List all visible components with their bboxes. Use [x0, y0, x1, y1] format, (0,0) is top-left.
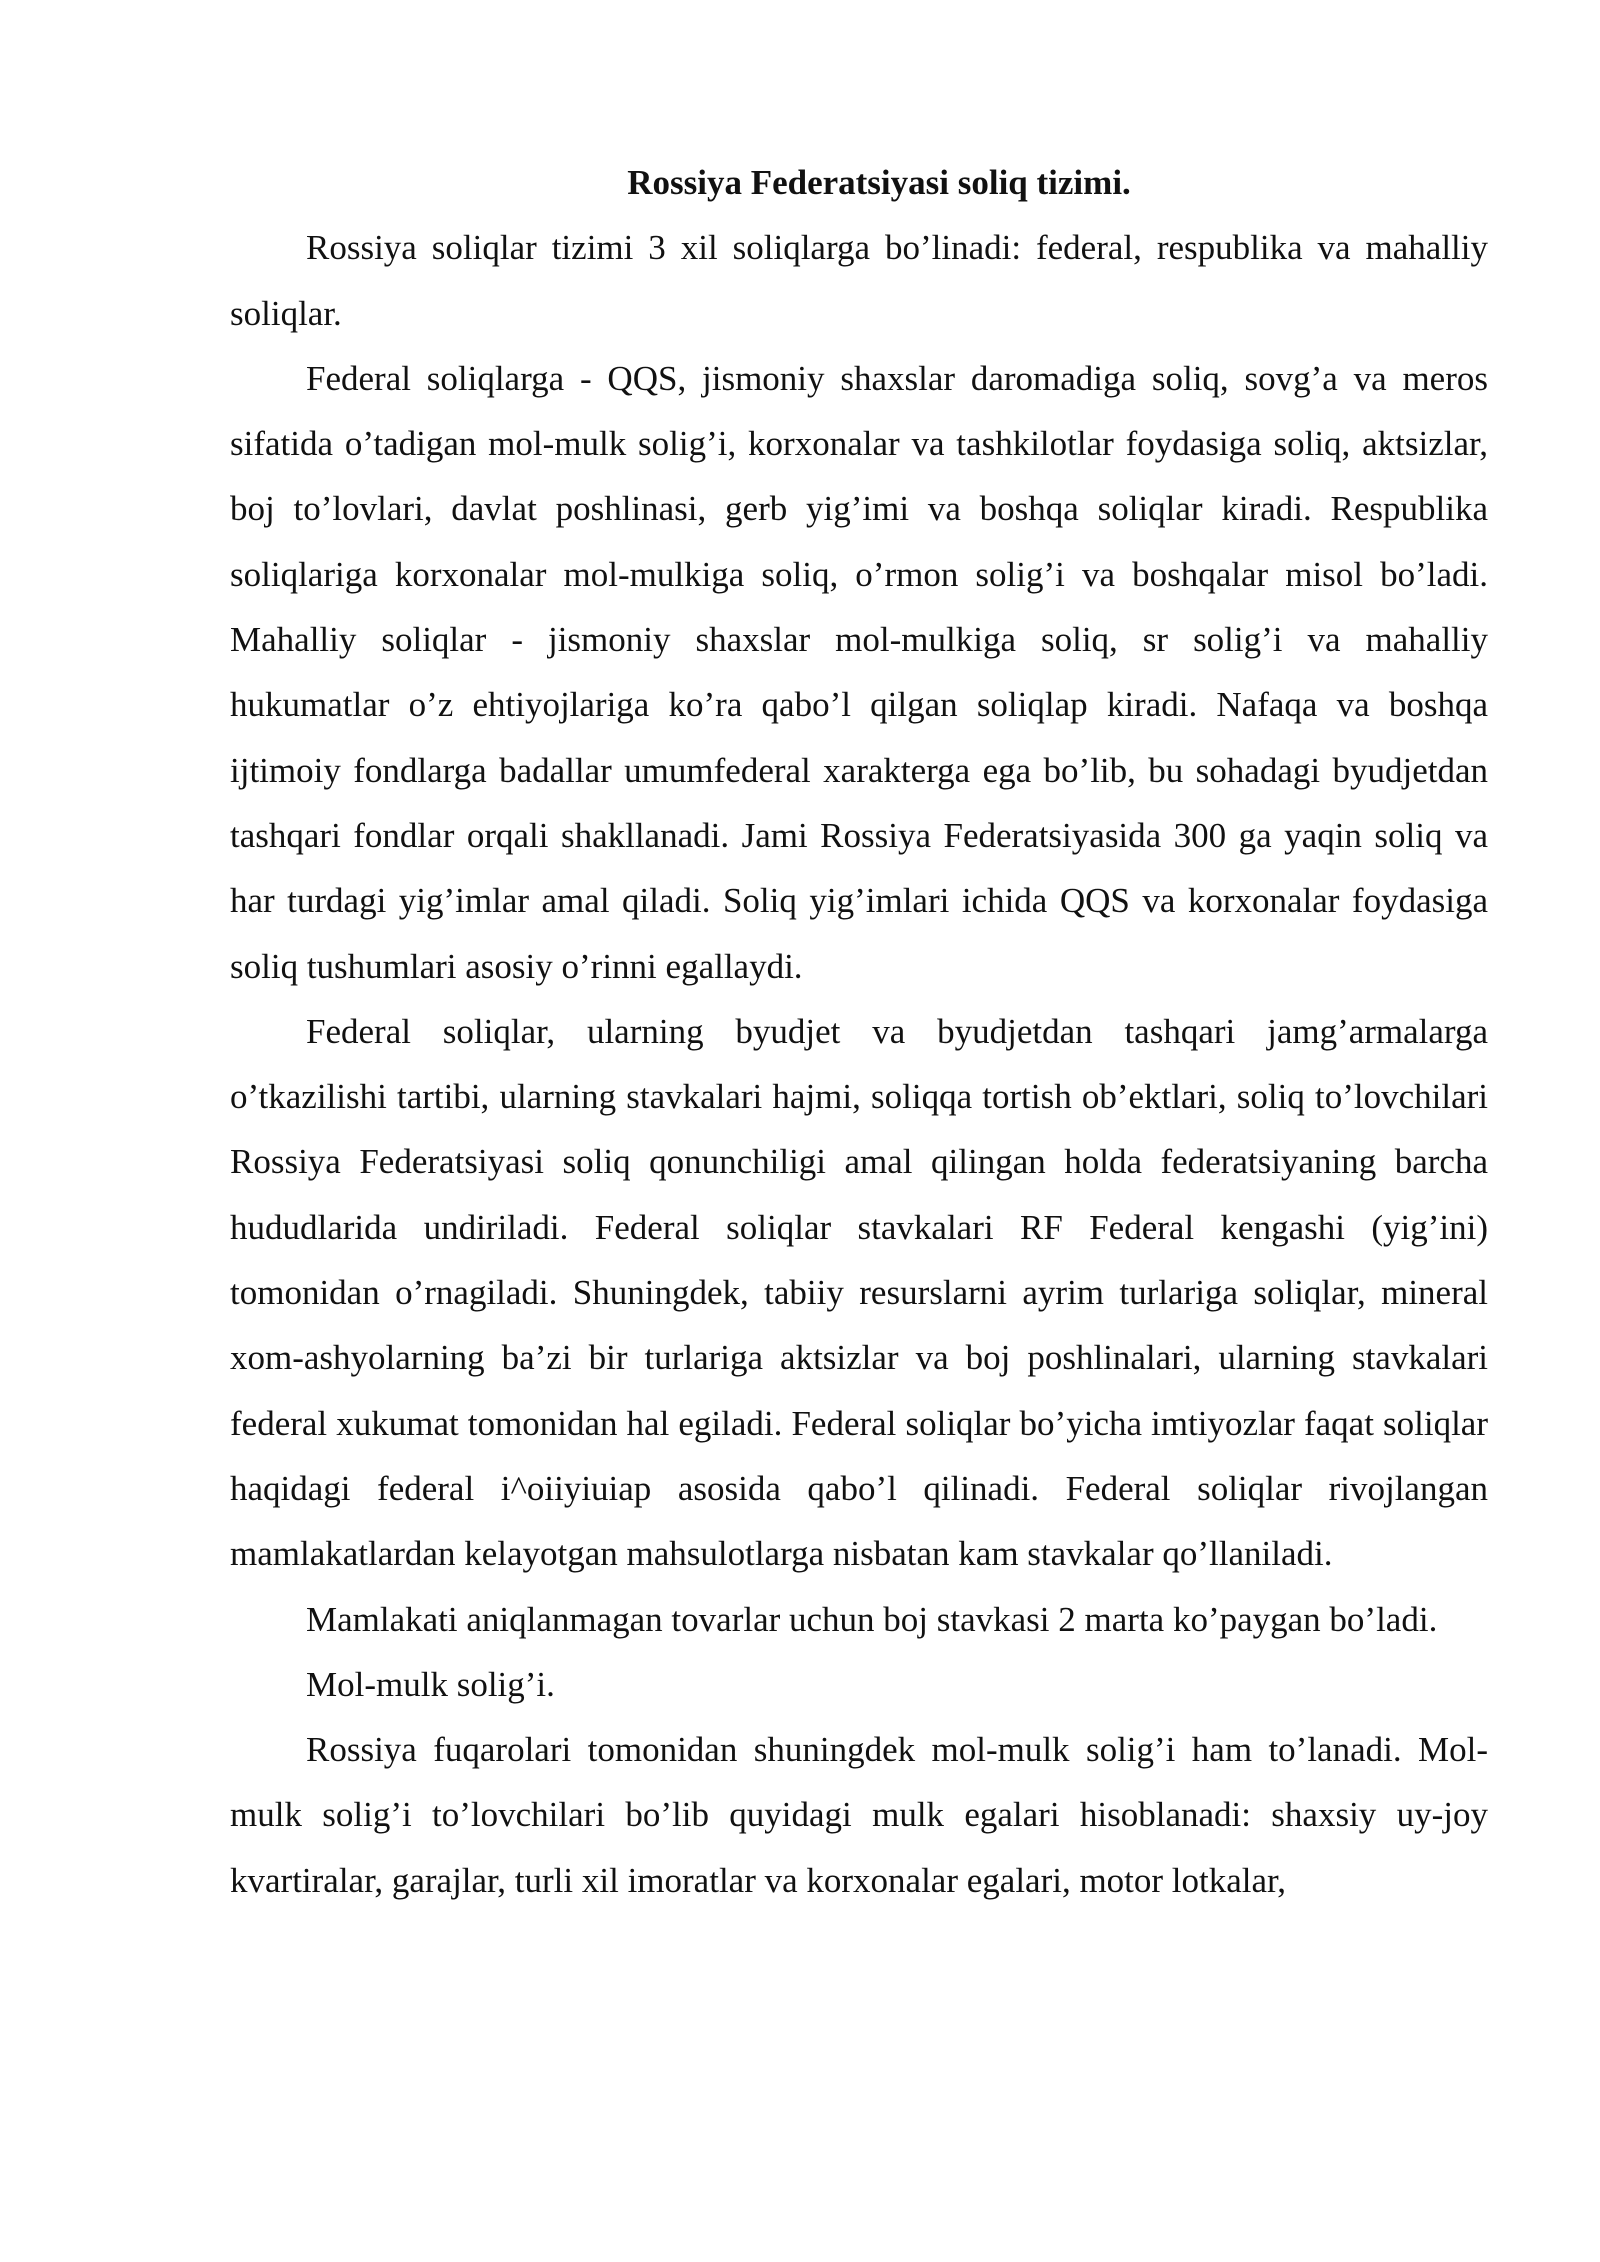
paragraph-federal-tax-rules: Federal soliqlar, ularning byudjet va byudjetdan tashqari jamg’armalarga o’tkazilishi tartibi, ularning stavkalari hajmi, soliqqa tortish ob’ektlari, soliq to’lovchilari Rossiya Federatsiyasi soliq qonunchiligi amal qilingan holda federatsiyaning barcha hududlarida undiriladi. Federal soliqlar stavkalari RF Federal kengashi (yig’ini) tomonidan o’rnagiladi. Shuningdek, tabiiy resurslarni ayrim turlariga soliqlar, mineral xom-ashyolarning ba’zi bir turlariga aktsizlar va boj poshlinalari, ularning stavkalari federal xukumat tomonidan hal egiladi. Federal soliqlar bo’yicha imtiyozlar faqat soliqlar haqidagi federal i^oiiyiuiap asosida qabo’l qilinadi. Federal soliqlar rivojlangan mamlakatlardan kelayotgan mahsulotlarga nisbatan kam stavkalar qo’llaniladi. [230, 1011, 1488, 1574]
document-page [230, 150, 1488, 1913]
section-heading-property-tax: Mol-mulk solig’i. [306, 1664, 555, 1704]
paragraph-property-tax: Rossiya fuqarolari tomonidan shuningdek mol-mulk solig’i ham to’lanadi. Mol-mulk solig’i to’lovchilari bo’lib quyidagi mulk egalari hisoblanadi: shaxsiy uy-joy kvartiralar, garajlar, turli xil imoratlar va korxonalar egalari, motor lotkalar, [230, 1730, 1488, 1900]
paragraph-federal-taxes: Federal soliqlarga - QQS, jismoniy shaxslar daromadiga soliq, sovg’a va meros sifatida o’tadigan mol-mulk solig’i, korxonalar va tashkilotlar foydasiga soliq, aktsizlar, boj to’lovlari, davlat poshlinasi, gerb yig’imi va boshqa soliqlar kiradi. Respublika soliqlariga korxonalar mol-mulkiga soliq, o’rmon solig’i va boshqalar misol bo’ladi. Mahalliy soliqlar - jismoniy shaxslar mol-mulkiga soliq, sr solig’i va mahalliy hukumatlar o’z ehtiyojlariga ko’ra qabo’l qilgan soliqlap kiradi. Nafaqa va boshqa ijtimoiy fondlarga badallar umumfederal xarakterga ega bo’lib, bu sohadagi byudjetdan tashqari fondlar orqali shakllanadi. Jami Rossiya Federatsiyasida 300 ga yaqin soliq va har turdagi yig’imlar amal qiladi. Soliq yig’imlari ichida QQS va korxonalar foydasiga soliq tushumlari asosiy o’rinni egallaydi. [230, 358, 1488, 986]
document-title: Rossiya Federatsiyasi soliq tizimi. [627, 163, 1131, 202]
paragraph-customs-rate: Mamlakati aniqlanmagan tovarlar uchun boj stavkasi 2 marta ko’paygan bo’ladi. [306, 1599, 1438, 1639]
paragraph-tax-system-types: Rossiya soliqlar tizimi 3 xil soliqlarga bo’linadi: federal, respublika va mahalliy soliqlar. [230, 228, 1488, 333]
